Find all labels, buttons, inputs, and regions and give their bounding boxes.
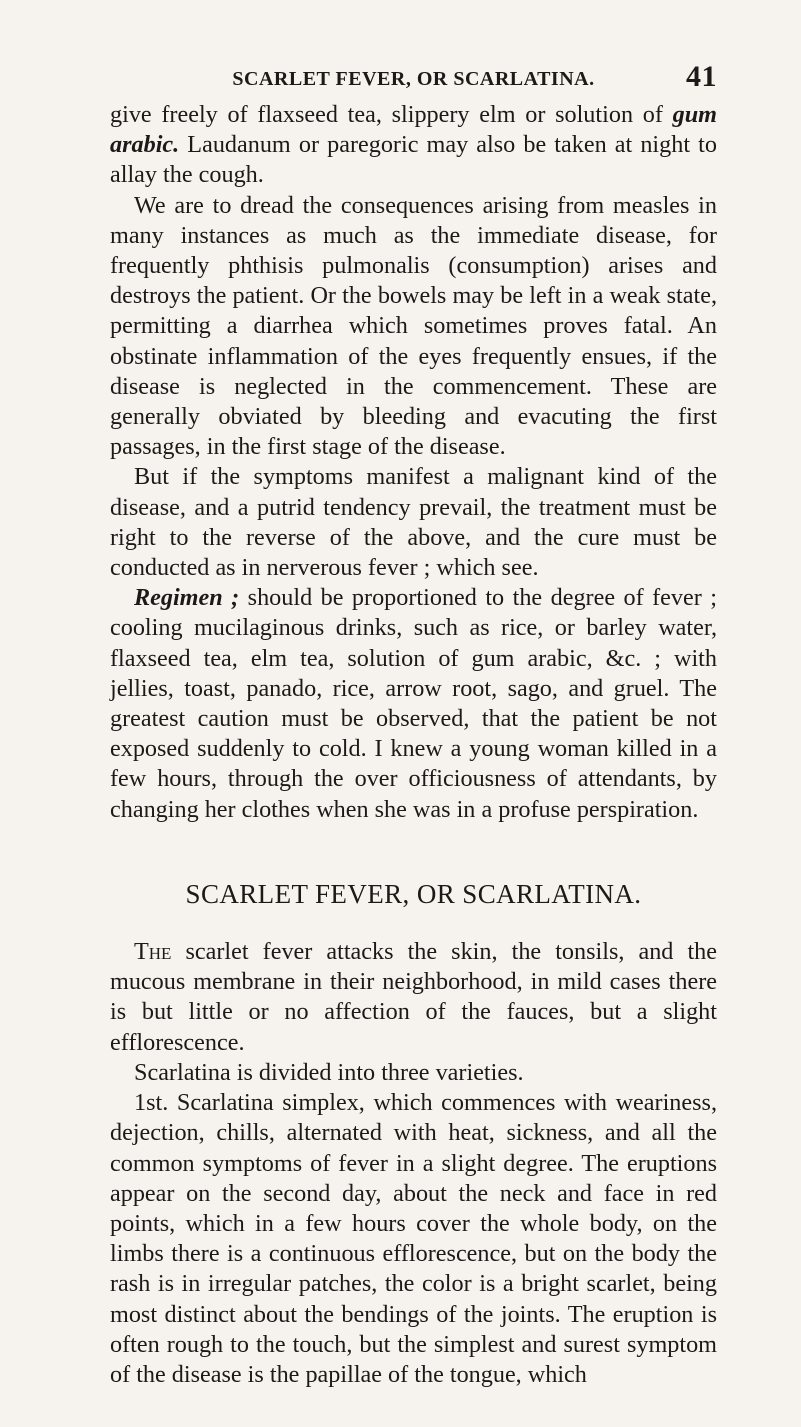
- paragraph-simplex: 1st. Scarlatina simplex, which commences with weariness, dejection, chills, alternated with heat, sickness, and all the common symptoms of fever in a slight degree. The eruptions appear on the second day, about the neck and face in red points, which in a few hours cover the whole body, on the limbs there is a continuous efflorescence, but on the body the rash is in irregular patches, the color is a bright scarlet, being most distinct about the bendings of the joints. The eruption is often rough to the touch, but the simplest and surest symptom of the disease is the papillae of the tongue, which: [110, 1089, 717, 1388]
- running-head: [110, 60, 717, 100]
- paragraph-regimen: [110, 583, 717, 825]
- italic-term: gum arabic.: [110, 101, 717, 159]
- paragraph-scarlet-intro: [110, 937, 717, 1058]
- section-title: SCARLET FEVER, OR SCARLATINA.: [185, 878, 642, 909]
- text-run: give freely of flaxseed tea, slippery elm or solution of: [110, 101, 673, 128]
- paragraph-varieties: Scarlatina is divided into three varieties.: [134, 1058, 524, 1086]
- page-number: 41: [686, 60, 717, 93]
- body-text: [110, 100, 717, 1390]
- text-run: Laudanum or paregoric may also be taken at night to allay the cough.: [110, 131, 717, 189]
- text-run: scarlet fever attacks the skin, the tonsils, and the mucous membrane in their neighborhood, in mild cases there is but little or no affection of the fauces, but a slight efflorescence.: [110, 938, 717, 1056]
- italic-term: Regimen ;: [134, 584, 240, 612]
- paragraph-malignant: But if the symptoms manifest a malignant kind of the disease, and a putrid tendency prevail, the treatment must be right to the reverse of the above, and the cure must be conducted as in nerverous fever ; which see.: [110, 463, 717, 582]
- text-run: should be proportioned to the degree of fever ; cooling mucilaginous drinks, such as rice, or barley water, flaxseed tea, elm tea, solution of gum arabic, &c. ; with jellies, toast, panado, rice, arrow root, sago, and gruel. The greatest caution must be observed, that the patient be not exposed suddenly to cold. I knew a young woman killed in a few hours, through the over officiousness of attendants, by changing her clothes when she was in a profuse perspiration.: [110, 584, 717, 823]
- paragraph-measles-consequences: We are to dread the consequences arising from measles in many instances as much as the immediate disease, for frequently phthisis pulmonalis (consumption) arises and destroys the patient. Or the bowels may be left in a weak state, permitting a diarrhea which sometimes proves fatal. An obstinate inflammation of the eyes frequently ensues, if the disease is neglected in the commencement. These are generally obviated by bleeding and evacuting the first passages, in the first stage of the disease.: [110, 191, 717, 461]
- paragraph-continuation: [110, 100, 717, 191]
- small-caps-lead: The: [134, 938, 172, 966]
- running-title: SCARLET FEVER, OR SCARLATINA.: [232, 68, 595, 90]
